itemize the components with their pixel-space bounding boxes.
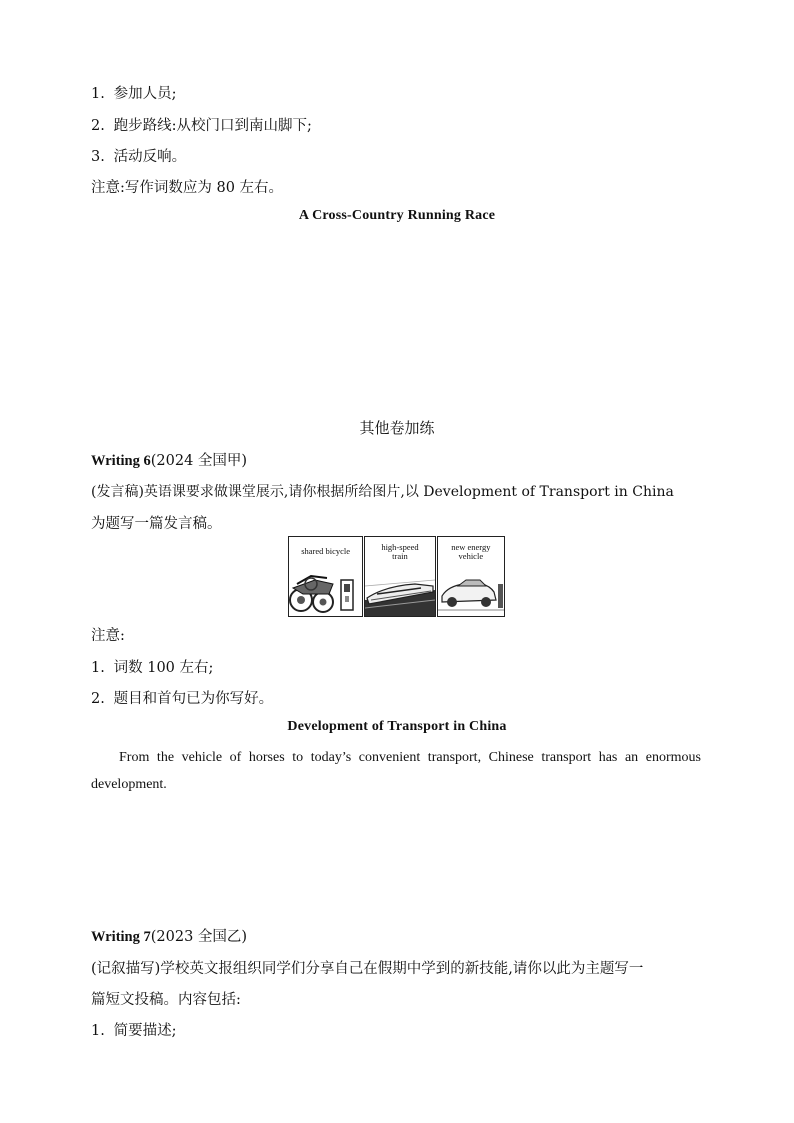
writing-6-source: (2024 全国甲): [150, 453, 248, 469]
writing-7-source: (2023 全国乙): [150, 929, 248, 945]
list-item: [91, 114, 312, 135]
list-number: 2.: [91, 691, 105, 707]
list-text: 活动反响。: [113, 149, 187, 165]
word-count-note: 注意:写作词数应为 80 左右。: [91, 180, 284, 196]
shared-bicycle-panel: [288, 536, 363, 617]
bicycle-icon: [289, 554, 363, 616]
list-text: 词数 100 左右;: [113, 660, 214, 676]
writing-6-note-label: 注意:: [91, 628, 125, 644]
list-text: 简要描述;: [113, 1023, 177, 1039]
writing-7-header: [91, 925, 247, 946]
list-item: [91, 687, 273, 708]
list-text: 参加人员;: [113, 86, 177, 102]
panel-caption: [365, 543, 434, 561]
list-number: 3.: [91, 149, 105, 165]
panel-caption: shared bicycle: [301, 546, 351, 556]
high-speed-train-panel: [364, 536, 435, 617]
writing-6-label: Writing 6: [91, 453, 151, 469]
list-number: 1.: [91, 660, 105, 676]
panel-caption: [438, 543, 504, 561]
list-number: 2.: [91, 118, 105, 134]
writing-7-prompt-line-1: (记叙描写)学校英文报组织同学们分享自己在假期中学到的新技能,请你以此为主题写一: [91, 961, 644, 977]
caption-line-1: new energy: [451, 542, 491, 552]
section-heading: 其他卷加练: [359, 419, 435, 437]
list-text: 题目和首句已为你写好。: [113, 691, 274, 707]
list-item: [91, 656, 213, 677]
race-essay-title: A Cross-Country Running Race: [298, 208, 496, 223]
list-item: [91, 82, 177, 103]
list-text: 跑步路线:从校门口到南山脚下;: [113, 118, 312, 134]
writing-6-prompt-line-1: (发言稿)英语课要求做课堂展示,请你根据所给图片,以 Development of Transport in China: [91, 484, 674, 500]
transport-image-strip: [288, 536, 505, 617]
car-icon: [438, 560, 505, 616]
writing-7-prompt-line-2: 篇短文投稿。内容包括:: [91, 992, 241, 1008]
list-number: 1.: [91, 1023, 105, 1039]
caption-line-2: vehicle: [458, 551, 484, 561]
new-energy-vehicle-panel: [437, 536, 505, 617]
writing-7-label: Writing 7: [91, 929, 151, 945]
train-icon: [365, 560, 435, 616]
list-item: [91, 1019, 177, 1040]
caption-line-2: train: [392, 551, 408, 561]
transport-essay-title: Development of Transport in China: [287, 719, 507, 734]
list-number: 1.: [91, 86, 105, 102]
caption-line-1: high-speed: [381, 542, 419, 552]
list-item: [91, 145, 186, 166]
writing-6-header: [91, 449, 247, 470]
writing-6-prompt-line-2: 为题写一篇发言稿。: [91, 516, 222, 532]
essay-opening-paragraph: From the vehicle of horses to today’s convenient transport, Chinese transport has an enormous development.: [91, 750, 701, 792]
